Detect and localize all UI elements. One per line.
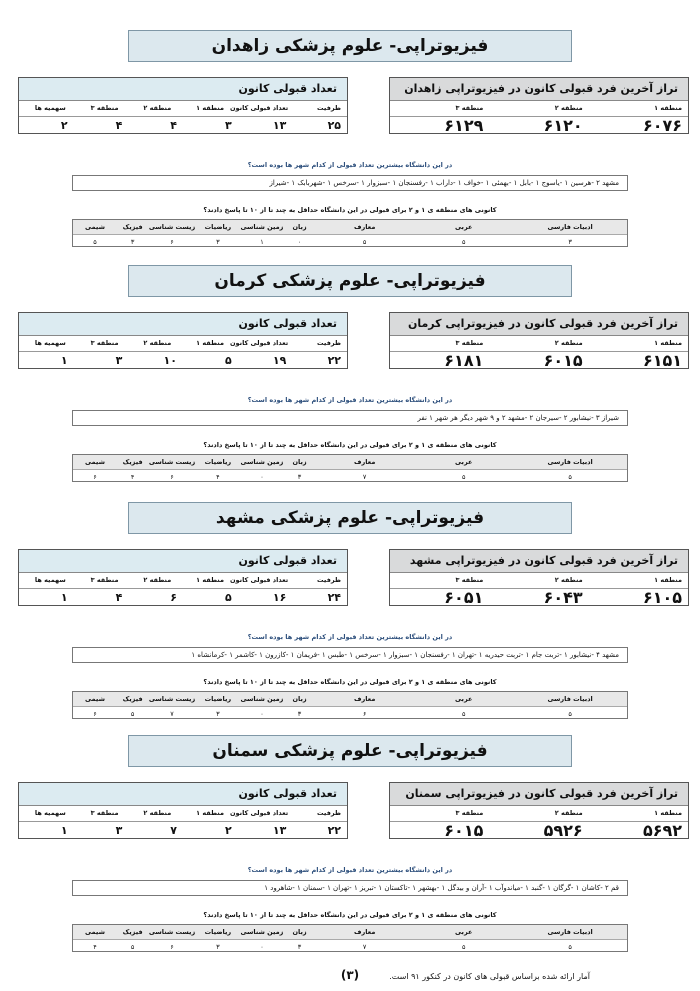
count-value: ۴ <box>115 591 123 604</box>
count-col-header: منطقه ۳ <box>90 809 119 817</box>
count-col-header: تعداد قبولی کانون <box>230 576 289 584</box>
level-col-header: منطقه ۲ <box>554 339 583 347</box>
subject-score: ۵ <box>461 238 466 246</box>
subject-header: ریاضیات <box>204 928 232 936</box>
subject-header: فیزیک <box>122 928 143 936</box>
subject-header: عربی <box>454 458 473 466</box>
score-question: کانونی های منطقه ی ۱ و ۲ برای قبولی در این دانشگاه حداقل به چند تا از ۱۰ تا پاسخ دادند؟ <box>203 441 497 449</box>
count-col-header: سهمیه ها <box>34 576 66 584</box>
count-col-header: ظرفیت <box>317 809 341 817</box>
count-col-header: منطقه ۲ <box>143 576 172 584</box>
subject-score: ۶ <box>170 943 174 951</box>
subject-header: ادبیات فارسی <box>547 928 593 936</box>
count-col-header: منطقه ۱ <box>196 104 224 112</box>
count-box-header: تعداد قبولی کانون <box>19 78 347 101</box>
subject-header: زیست شناسی <box>148 458 196 466</box>
count-box-header: تعداد قبولی کانون <box>19 550 347 573</box>
count-value: ۳ <box>115 354 123 367</box>
subject-score: ۳ <box>216 710 220 718</box>
subject-score: ۴ <box>93 943 97 951</box>
count-box <box>18 77 348 134</box>
level-box-header: تراز آخرین فرد قبولی کانون در فیزیوتراپی زاهدان <box>390 78 688 101</box>
subject-header: معارف <box>353 223 376 231</box>
count-value: ۴ <box>115 119 123 132</box>
count-col-header: منطقه ۱ <box>196 339 224 347</box>
level-box-header: تراز آخرین فرد قبولی کانون در فیزیوتراپی کرمان <box>390 313 688 336</box>
subject-score: ۳ <box>297 473 302 481</box>
level-box <box>389 312 689 369</box>
subject-header: زبان <box>292 695 307 703</box>
count-value: ۳ <box>224 119 232 132</box>
subject-score: ۴ <box>216 473 220 481</box>
subject-header: زمین شناسی <box>240 928 284 936</box>
subject-header: زمین شناسی <box>240 695 284 703</box>
count-value: ۲۲ <box>327 354 341 367</box>
city-list: قم ۲ -کاشان ۱ -گرگان ۱ -گنبد ۱ -میاندوآب ۱ -آران و بیدگل ۱ -بهشهر ۱ -تاکستان ۱ -تبریز ۱ -تهران ۱ -سمنان ۱ -شاهرود ۱ <box>72 880 628 896</box>
level-col-header: منطقه ۳ <box>455 809 484 817</box>
count-box <box>18 312 348 369</box>
count-col-header: منطقه ۱ <box>196 809 224 817</box>
subject-score: ۳ <box>297 943 302 951</box>
subject-header: عربی <box>454 223 473 231</box>
score-question: کانونی های منطقه ی ۱ و ۲ برای قبولی در این دانشگاه حداقل به چند تا از ۱۰ تا پاسخ دادند؟ <box>203 678 497 686</box>
level-col-header: منطقه ۲ <box>554 104 583 112</box>
score-table <box>72 219 628 247</box>
subject-header: ریاضیات <box>204 223 232 231</box>
subject-score: ۵ <box>93 238 97 246</box>
level-col-header: منطقه ۳ <box>455 576 484 584</box>
section-title: فیزیوتراپی- علوم پزشکی سمنان <box>128 735 572 767</box>
score-table <box>72 691 628 719</box>
subject-header: ادبیات فارسی <box>547 458 593 466</box>
level-value: ۶۱۵۱ <box>642 351 682 370</box>
level-box <box>389 782 689 839</box>
subject-score: ۶ <box>362 710 367 718</box>
subject-header: زبان <box>292 458 307 466</box>
count-box-header: تعداد قبولی کانون <box>19 313 347 336</box>
subject-score: ۶ <box>93 710 97 718</box>
section-title: فیزیوتراپی- علوم پزشکی زاهدان <box>128 30 572 62</box>
count-value: ۲ <box>224 824 232 837</box>
count-value: ۶ <box>170 591 177 604</box>
page-number: (۳) <box>340 968 360 982</box>
count-value: ۲۴ <box>327 591 341 604</box>
level-box <box>389 549 689 606</box>
subject-score: ۵ <box>461 473 466 481</box>
subject-score: ۳ <box>130 238 135 246</box>
level-box-header: تراز آخرین فرد قبولی کانون در فیزیوتراپی مشهد <box>390 550 688 573</box>
level-col-header: منطقه ۱ <box>654 104 682 112</box>
subject-score: ۵ <box>461 943 466 951</box>
count-box-header: تعداد قبولی کانون <box>19 783 347 806</box>
count-value: ۲۵ <box>327 119 341 132</box>
subject-header: زبان <box>292 223 307 231</box>
subject-score: ۰ <box>260 710 264 718</box>
level-value: ۵۶۹۲ <box>642 821 682 840</box>
subject-header: فیزیک <box>122 695 143 703</box>
count-value: ۲۲ <box>327 824 341 837</box>
subject-score: ۳ <box>297 710 302 718</box>
count-col-header: منطقه ۲ <box>143 339 172 347</box>
count-col-header: منطقه ۳ <box>90 339 119 347</box>
subject-header: معارف <box>353 458 376 466</box>
count-col-header: منطقه ۲ <box>143 809 172 817</box>
section-title: فیزیوتراپی- علوم پزشکی مشهد <box>128 502 572 534</box>
level-box <box>389 77 689 134</box>
subject-score: ۴ <box>130 473 135 481</box>
city-list: شیراز ۳ -نیشابور ۲ -سیرجان ۲ -مشهد ۲ و ۹ شهر دیگر هر شهر ۱ نفر <box>72 410 628 426</box>
subject-score: ۵ <box>461 710 466 718</box>
subject-header: ادبیات فارسی <box>547 695 593 703</box>
level-col-header: منطقه ۱ <box>654 339 682 347</box>
count-col-header: منطقه ۱ <box>196 576 224 584</box>
level-col-header: منطقه ۲ <box>554 809 583 817</box>
subject-header: ریاضیات <box>204 458 232 466</box>
subject-header: معارف <box>353 695 376 703</box>
level-value: ۵۹۲۶ <box>543 821 583 840</box>
count-value: ۱ <box>60 824 68 837</box>
subject-header: ادبیات فارسی <box>547 223 593 231</box>
count-value: ۱ <box>60 591 68 604</box>
count-col-header: منطقه ۳ <box>90 104 119 112</box>
level-col-header: منطقه ۲ <box>554 576 583 584</box>
subject-header: فیزیک <box>122 223 143 231</box>
level-col-header: منطقه ۳ <box>455 104 484 112</box>
subject-header: زیست شناسی <box>148 223 196 231</box>
count-value: ۱۶ <box>272 591 287 604</box>
subject-header: شیمی <box>84 928 105 936</box>
subject-score: ۶ <box>93 473 97 481</box>
subject-score: ۰ <box>260 473 264 481</box>
subject-score: ۰ <box>297 238 302 246</box>
subject-header: شیمی <box>84 695 105 703</box>
count-box <box>18 549 348 606</box>
subject-score: ۵ <box>362 238 367 246</box>
score-table <box>72 924 628 952</box>
city-question: در این دانشگاه بیشترین تعداد قبولی از کدام شهر ها بوده است؟ <box>247 866 453 874</box>
level-box-header: تراز آخرین فرد قبولی کانون در فیزیوتراپی سمنان <box>390 783 688 806</box>
subject-header: عربی <box>454 928 473 936</box>
subject-score: ۷ <box>362 943 367 951</box>
count-box <box>18 782 348 839</box>
score-question: کانونی های منطقه ی ۱ و ۲ برای قبولی در این دانشگاه حداقل به چند تا از ۱۰ تا پاسخ دادند؟ <box>203 911 497 919</box>
subject-score: ۵ <box>568 710 572 718</box>
count-col-header: منطقه ۲ <box>143 104 172 112</box>
level-value: ۶۱۰۵ <box>642 588 682 607</box>
subject-header: زیست شناسی <box>148 695 196 703</box>
level-col-header: منطقه ۱ <box>654 809 682 817</box>
count-col-header: سهمیه ها <box>34 809 66 817</box>
count-col-header: تعداد قبولی کانون <box>230 809 289 817</box>
city-question: در این دانشگاه بیشترین تعداد قبولی از کدام شهر ها بوده است؟ <box>247 161 453 169</box>
level-value: ۶۱۸۱ <box>444 351 484 370</box>
count-value: ۴ <box>170 119 177 132</box>
score-question: کانونی های منطقه ی ۱ و ۲ برای قبولی در این دانشگاه حداقل به چند تا از ۱۰ تا پاسخ دادند؟ <box>203 206 497 214</box>
count-value: ۱۳ <box>272 824 287 837</box>
subject-header: ریاضیات <box>204 695 232 703</box>
count-col-header: تعداد قبولی کانون <box>230 339 289 347</box>
subject-score: ۳ <box>216 943 220 951</box>
count-value: ۲ <box>60 119 68 132</box>
level-value: ۶۱۲۹ <box>444 116 484 135</box>
subject-score: ۰ <box>260 943 264 951</box>
count-value: ۱۳ <box>272 119 287 132</box>
count-col-header: ظرفیت <box>317 339 341 347</box>
city-list: مشهد ۴ -نیشابور ۱ -تربت جام ۱ -تربت حیدریه ۱ -تهران ۱ -رفسنجان ۱ -سبزوار ۱ -سرخس ۱ -طبس ۱ -فریمان ۱ -کازرون ۱ -کاشمر ۱ -کرمانشاه ۱ <box>72 647 628 663</box>
subject-score: ۳ <box>216 238 220 246</box>
subject-score: ۶ <box>170 473 174 481</box>
count-value: ۱۹ <box>272 354 287 367</box>
subject-score: ۵ <box>130 943 135 951</box>
level-value: ۶۰۴۳ <box>543 588 583 607</box>
city-list: مشهد ۲ -هرسین ۱ -یاسوج ۱ -بابل ۱ -بهمئی ۱ -خواف ۱ -داراب ۱ -رفسنجان ۱ -سبزوار ۱ -سرخس ۱ -شهربابک ۱ -شیراز <box>72 175 628 191</box>
count-col-header: منطقه ۳ <box>90 576 119 584</box>
subject-score: ۵ <box>568 943 572 951</box>
footer-note: آمار ارائه شده براساس قبولی های کانون در کنکور ۹۱ است. <box>389 972 590 981</box>
subject-header: زمین شناسی <box>240 458 284 466</box>
city-question: در این دانشگاه بیشترین تعداد قبولی از کدام شهر ها بوده است؟ <box>247 396 453 404</box>
subject-score: ۷ <box>362 473 367 481</box>
count-col-header: ظرفیت <box>317 104 341 112</box>
subject-score: ۶ <box>170 238 174 246</box>
count-value: ۱۰ <box>163 354 177 367</box>
level-value: ۶۰۱۵ <box>444 821 484 840</box>
subject-score: ۱ <box>260 238 264 246</box>
count-value: ۷ <box>170 824 177 837</box>
subject-header: شیمی <box>84 223 105 231</box>
count-col-header: ظرفیت <box>317 576 341 584</box>
level-value: ۶۰۵۱ <box>444 588 484 607</box>
section-title: فیزیوتراپی- علوم پزشکی کرمان <box>128 265 572 297</box>
subject-header: معارف <box>353 928 376 936</box>
score-table <box>72 454 628 482</box>
count-value: ۵ <box>224 354 232 367</box>
subject-score: ۵ <box>130 710 135 718</box>
subject-header: زمین شناسی <box>240 223 284 231</box>
count-col-header: سهمیه ها <box>34 104 66 112</box>
city-question: در این دانشگاه بیشترین تعداد قبولی از کدام شهر ها بوده است؟ <box>247 633 453 641</box>
subject-score: ۵ <box>568 473 572 481</box>
subject-header: شیمی <box>84 458 105 466</box>
level-col-header: منطقه ۳ <box>455 339 484 347</box>
subject-header: زبان <box>292 928 307 936</box>
subject-header: عربی <box>454 695 473 703</box>
count-value: ۱ <box>60 354 68 367</box>
count-col-header: سهمیه ها <box>34 339 66 347</box>
level-value: ۶۰۷۶ <box>642 116 682 135</box>
subject-header: فیزیک <box>122 458 143 466</box>
subject-score: ۳ <box>568 238 572 246</box>
count-value: ۳ <box>115 824 123 837</box>
subject-header: زیست شناسی <box>148 928 196 936</box>
level-value: ۶۰۱۵ <box>543 351 583 370</box>
count-value: ۵ <box>224 591 232 604</box>
level-col-header: منطقه ۱ <box>654 576 682 584</box>
level-value: ۶۱۲۰ <box>543 116 583 135</box>
subject-score: ۷ <box>170 710 174 718</box>
count-col-header: تعداد قبولی کانون <box>230 104 289 112</box>
